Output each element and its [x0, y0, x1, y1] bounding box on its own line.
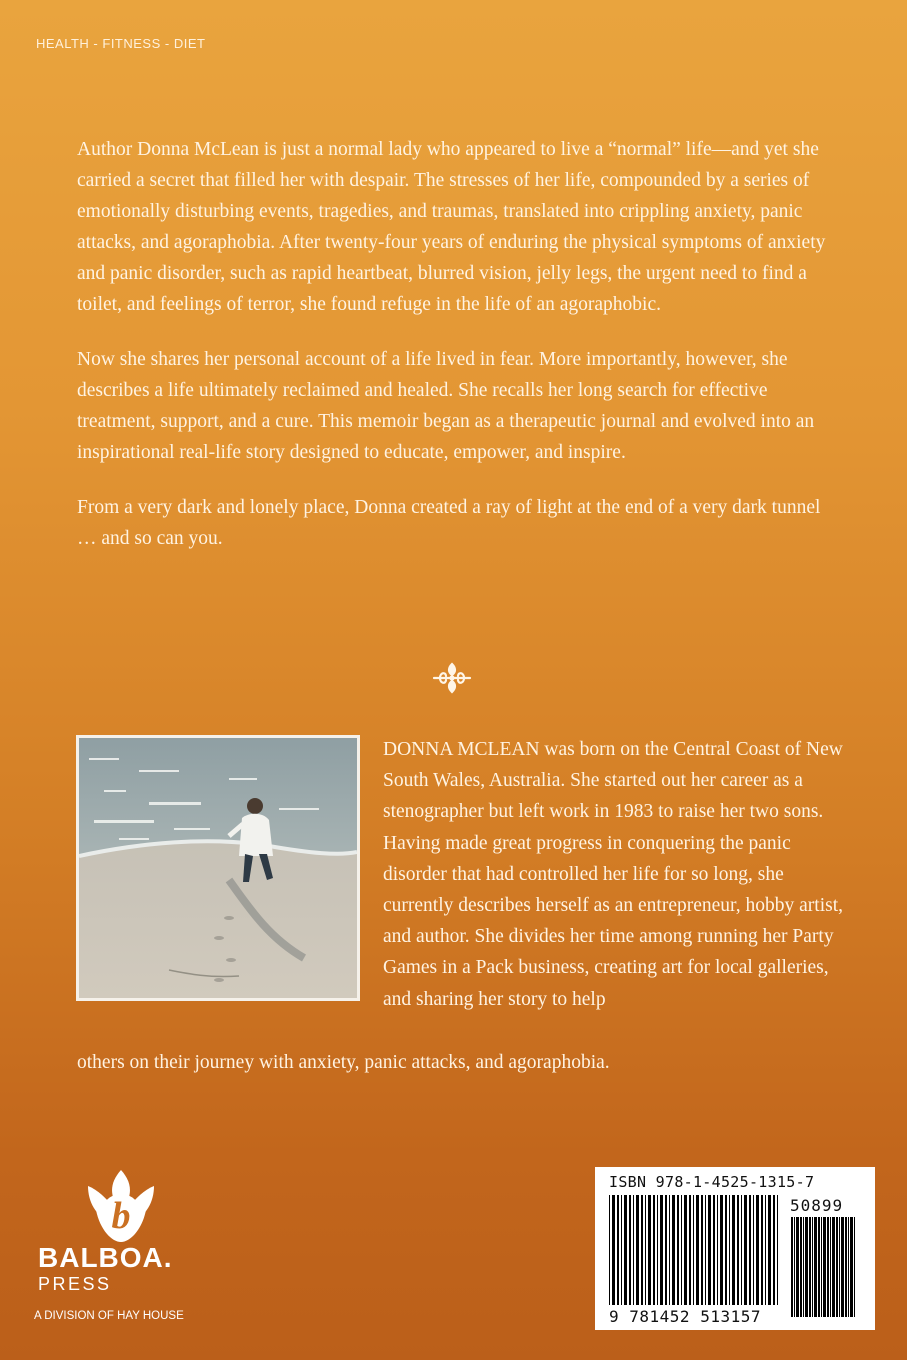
- barcode-bar: [827, 1217, 829, 1317]
- isbn-barcode: [595, 1167, 875, 1330]
- barcode-bar: [836, 1217, 838, 1317]
- barcode-bar: [693, 1195, 694, 1305]
- barcode-bar: [756, 1195, 759, 1305]
- barcode-bar: [708, 1195, 711, 1305]
- isbn-label: ISBN 978-1-4525-1315-7: [609, 1173, 815, 1191]
- barcode-bar: [761, 1195, 763, 1305]
- flourish-ornament-icon: [430, 658, 474, 698]
- barcode-bar: [677, 1195, 679, 1305]
- barcode-bar: [657, 1195, 658, 1305]
- barcode-bar: [744, 1195, 747, 1305]
- ean-digits: 9 781452 513157: [609, 1307, 761, 1326]
- barcode-addon-bars: [791, 1217, 855, 1317]
- blurb-paragraph: Author Donna McLean is just a normal lady who appeared to live a “normal” life—and yet she carried a secret that filled her with despair. The stresses of her life, compounded by a series of emotionally disturbing events, tragedies, and traumas, translated into crippling anxiety, panic attacks, and agoraphobia. After twenty-four years of enduring the physical symptoms of anxiety and panic disorder, such as rapid heartbeat, blurred vision, jelly legs, the urgent need to find a toilet, and feelings of terror, she found refuge in the life of an agoraphobic.: [77, 139, 826, 315]
- barcode-bar: [741, 1195, 742, 1305]
- barcode-bar: [621, 1195, 622, 1305]
- barcode-bar: [845, 1217, 847, 1317]
- publisher-name: BALBOA.: [38, 1242, 173, 1273]
- barcode-bar: [768, 1195, 771, 1305]
- barcode-bar: [617, 1195, 619, 1305]
- barcode-bar: [737, 1195, 739, 1305]
- barcode-bar: [672, 1195, 675, 1305]
- author-photo: [76, 735, 360, 1001]
- barcode-bar: [645, 1195, 646, 1305]
- barcode-bar: [729, 1195, 730, 1305]
- publisher-division: A DIVISION OF HAY HOUSE: [34, 1310, 184, 1322]
- barcode-bar: [814, 1217, 817, 1317]
- barcode-bar: [753, 1195, 754, 1305]
- barcode-bar: [773, 1195, 775, 1305]
- barcode-bar: [725, 1195, 727, 1305]
- barcode-bar: [648, 1195, 651, 1305]
- barcode-bar: [777, 1195, 778, 1305]
- lotus-icon: [74, 1168, 168, 1244]
- barcode-bar: [641, 1195, 643, 1305]
- barcode-bar: [812, 1217, 813, 1317]
- barcode-bar: [821, 1217, 822, 1317]
- barcode-bar: [848, 1217, 849, 1317]
- barcode-bar: [800, 1217, 802, 1317]
- barcode-bar: [809, 1217, 811, 1317]
- blurb-paragraph: Now she shares her personal account of a life lived in fear. More importantly, however, she describes a life ultimately reclaimed and healed. She recalls her long search for effective treatment, support, and a cure. This memoir began as a therapeutic journal and evolved into an inspirational real-life story designed to educate, empower, and inspire.: [77, 349, 815, 463]
- barcode-bar: [624, 1195, 627, 1305]
- blurb: [77, 134, 827, 578]
- barcode-bar: [612, 1195, 615, 1305]
- barcode-bar: [832, 1217, 835, 1317]
- barcode-bar: [665, 1195, 667, 1305]
- barcode-bar: [653, 1195, 655, 1305]
- barcode-bar: [720, 1195, 723, 1305]
- barcode-bar: [749, 1195, 751, 1305]
- logo-letter: b: [111, 1195, 131, 1237]
- author-bio: DONNA MCLEAN was born on the Central Coast of New South Wales, Australia. She started out her career as a stenographer but left work in 1983 to raise her two sons. Having made great progress in conquering the panic disorder that had controlled her life for so long, she currently describes herself as an entrepreneur, hobby artist, and author. She divides her time among running her Party Games in a Pack business, creating art for local galleries, and sharing her story to help: [383, 739, 843, 1010]
- barcode-bar: [660, 1195, 663, 1305]
- blurb-paragraph: From a very dark and lonely place, Donna created a ray of light at the end of a very dark tunnel … and so can you.: [77, 497, 821, 549]
- barcode-bar: [636, 1195, 639, 1305]
- barcode-bar: [701, 1195, 703, 1305]
- barcode-bar: [732, 1195, 735, 1305]
- barcode-bar: [609, 1195, 610, 1305]
- category-label: HEALTH - FITNESS - DIET: [36, 36, 206, 51]
- barcode-bar: [818, 1217, 820, 1317]
- barcode-bar: [850, 1217, 853, 1317]
- barcode-bar: [765, 1195, 766, 1305]
- barcode-bar: [713, 1195, 715, 1305]
- barcode-bar: [839, 1217, 840, 1317]
- barcode-bar: [854, 1217, 855, 1317]
- barcode-bar: [796, 1217, 799, 1317]
- barcode-bar: [633, 1195, 634, 1305]
- barcode-bar: [803, 1217, 804, 1317]
- barcode-bar: [791, 1217, 793, 1317]
- barcode-bar: [705, 1195, 706, 1305]
- barcode-bars: [609, 1195, 779, 1305]
- publisher-logo: [34, 1168, 204, 1328]
- barcode-bar: [717, 1195, 718, 1305]
- barcode-bar: [841, 1217, 844, 1317]
- barcode-bar: [805, 1217, 808, 1317]
- barcode-bar: [669, 1195, 670, 1305]
- barcode-bar: [823, 1217, 826, 1317]
- barcode-bar: [689, 1195, 691, 1305]
- price-code: 50899: [790, 1196, 844, 1215]
- publisher-sub: PRESS: [38, 1274, 112, 1294]
- barcode-bar: [684, 1195, 687, 1305]
- barcode-bar: [830, 1217, 831, 1317]
- author-bio-last-line: others on their journey with anxiety, panic attacks, and agoraphobia.: [77, 1052, 610, 1073]
- barcode-bar: [794, 1217, 795, 1317]
- barcode-bar: [629, 1195, 631, 1305]
- barcode-bar: [696, 1195, 699, 1305]
- barcode-bar: [681, 1195, 682, 1305]
